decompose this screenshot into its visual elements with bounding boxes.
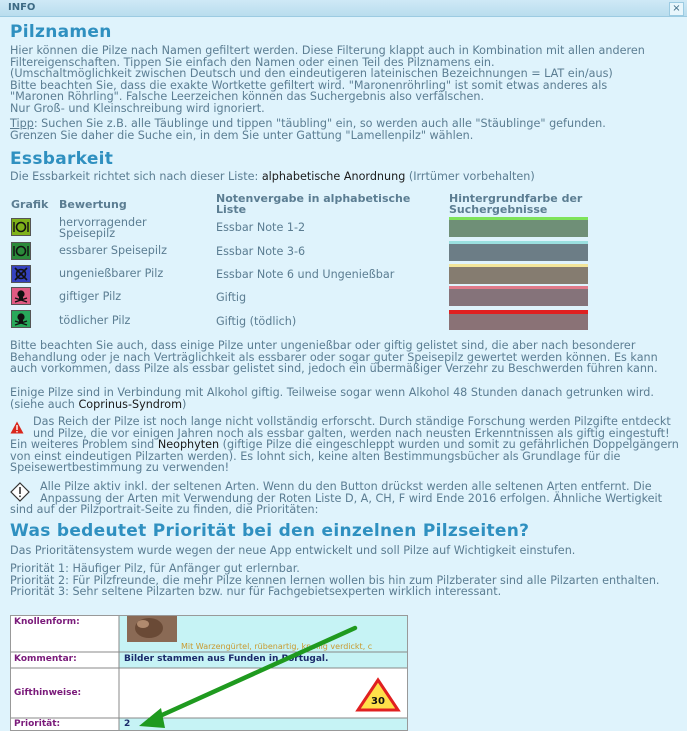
col-hintergrundfarbe: Hintergrundfarbe der Suchergebnisse bbox=[449, 192, 583, 216]
hervorragend-icon bbox=[11, 218, 31, 236]
row-label: essbarer Speisepilz bbox=[59, 244, 167, 257]
pilznamen-line: Nur Groß- und Kleinschreibung wird ignoriert. bbox=[10, 101, 265, 115]
swatch-toedlich bbox=[449, 310, 588, 330]
info-line: sind auf der Pilzportrait-Seite zu finden, die Prioritäten: bbox=[10, 503, 319, 517]
info-line: Alle Pilze aktiv inkl. der seltenen Arten. Wenn du den Button drückst werden alle seltenen Arten entfernt. Die bbox=[40, 480, 652, 493]
warning-line: und Pilze, die vor einigen Jahren noch als essbar galten, werden nach neusten Erkenntnissen als giftig eingestuft! bbox=[33, 426, 670, 440]
pilznamen-line: (Umschaltmöglichkeit zwischen Deutsch und den eindeutigeren lateinischen Bezeichnungen = LAT ein/aus) bbox=[10, 67, 613, 81]
giftpilz-badge-number: 30 bbox=[371, 696, 385, 707]
row-label: hervorragender Speisepilz bbox=[59, 216, 147, 240]
neophyten-link[interactable]: Neophyten bbox=[157, 438, 220, 452]
knollenform-value: Mit Warzengürtel, rübenartig, knollig verdickt, c bbox=[181, 642, 373, 651]
prioritaet-heading: Was bedeutet Priorität bei den einzelnen Pilzseiten? bbox=[10, 521, 530, 541]
col-grafik: Grafik bbox=[11, 198, 49, 211]
note-line: Behandlung oder je nach Verträglichkeit als essbarer oder sogar guter Speisepilz gewertet werden können. Es kann bbox=[10, 350, 658, 364]
col-notenvergabe: Notenvergabe in alphabetische Liste bbox=[216, 192, 411, 216]
tipp-line: : Suchen Sie z.B. alle Täublinge und tippen "täubling" ein, so werden auch alle "Stäublinge" gefunden. bbox=[33, 117, 606, 130]
neo-line: von einst eindeutigen Pilzarten werden). Es lohnt sich, keine alten Bestimmungsbücher als Grundlage für die bbox=[10, 449, 621, 463]
essbar-icon bbox=[11, 242, 31, 260]
note-line: auch vorkommen, dass Pilze als essbar gelistet sind, jedoch ein übermäßiger Verzehr zu Beschwerden führen kann. bbox=[10, 362, 658, 376]
neo-line: Speisewertbestimmung zu verwenden! bbox=[10, 461, 230, 475]
swatch-hervorragend bbox=[449, 217, 588, 237]
row-label: giftiger Pilz bbox=[59, 290, 122, 303]
warning-line: Das Reich der Pilze ist noch lange nicht vollständig erforscht. Durch ständige Forschung werden Pilzgifte entdeckt bbox=[33, 415, 671, 428]
row-label: ungenießbarer Pilz bbox=[59, 267, 164, 280]
alkohol-line: Einige Pilze sind in Verbindung mit Alkohol giftig. Teilweise sogar wenn Alkohol 48 Stunden danach getrunken wird. bbox=[10, 386, 654, 399]
essbarkeit-heading: Essbarkeit bbox=[10, 149, 114, 169]
row-note: Essbar Note 6 und Ungenießbar bbox=[216, 268, 395, 281]
row-note: Giftig bbox=[216, 291, 247, 304]
row-note: Essbar Note 3-6 bbox=[216, 245, 306, 258]
close-button[interactable]: × bbox=[669, 2, 684, 16]
pointer-arrow bbox=[11, 616, 408, 731]
pilznamen-heading: Pilznamen bbox=[10, 22, 112, 42]
essbarkeit-row bbox=[10, 264, 600, 284]
essbarkeit-row bbox=[10, 286, 600, 306]
gifthinweise-label: Gifthinweise: bbox=[14, 688, 82, 698]
prioritaet-value: 2 bbox=[124, 719, 131, 729]
row-note: Giftig (tödlich) bbox=[216, 315, 297, 328]
col-bewertung: Bewertung bbox=[59, 198, 127, 211]
swatch-giftig bbox=[449, 286, 588, 306]
kommentar-label: Kommentar: bbox=[14, 654, 77, 664]
neo-suffix: (giftige Pilze die eingeschleppt wurden und somit zu gefährlichen Doppelgängern bbox=[219, 438, 679, 452]
alkohol-note bbox=[10, 387, 654, 410]
prioritaet-intro: Das Prioritätensystem wurde wegen der neue App entwickelt und soll Pilze auf Wichtigkeit einstufen. bbox=[10, 544, 576, 557]
intro-suffix: (Irrtümer vorbehalten) bbox=[405, 170, 535, 183]
warning-text bbox=[10, 416, 679, 474]
info-titlebar bbox=[0, 0, 687, 17]
prioritaet-item: Priorität 3: Sehr seltene Pilzarten bzw. nur für Fachgebietsexperten wirklich interessant. bbox=[10, 585, 502, 599]
example-screenshot bbox=[10, 615, 408, 731]
window-title: INFO bbox=[8, 2, 36, 13]
note-line: Bitte beachten Sie auch, dass einige Pilze unter ungenießbar oder giftig gelistet sind, die aber nach besonderer bbox=[10, 339, 636, 352]
pilznamen-line: Filtereigenschaften. Tippen Sie einfach den Namen oder einen Teil des Pilznamens ein. bbox=[10, 55, 495, 69]
pilznamen-line: Hier können die Pilze nach Namen gefiltert werden. Diese Filterung klappt auch in Kombination mit allen anderen bbox=[10, 44, 645, 57]
ungeniessbar-icon bbox=[11, 265, 31, 283]
toedlich-icon bbox=[11, 310, 31, 328]
coprinus-syndrom-link[interactable]: Coprinus-Syndrom bbox=[78, 397, 182, 411]
essbarkeit-row bbox=[10, 310, 600, 330]
tipp-label: Tipp bbox=[10, 117, 34, 130]
alphabetische-anordnung-link[interactable]: alphabetische Anordnung bbox=[261, 170, 406, 183]
giftig-icon bbox=[11, 287, 31, 305]
prioritaet-item: Priorität 2: Für Pilzfreunde, die mehr Pilze kennen lernen wollen bis hin zum Pilzberater sind alle Pilzarten enthalten. bbox=[10, 573, 660, 587]
swatch-ungeniessbar bbox=[449, 264, 588, 284]
swatch-essbar bbox=[449, 241, 588, 261]
info-line: Anpassung der Arten mit Verwendung der Roten Liste D, A, CH, F wird Ende 2016 erfolgen. Ähnliche Wertigkeit bbox=[40, 491, 663, 505]
prioritaet-label: Priorität: bbox=[14, 719, 61, 729]
pilznamen-text bbox=[10, 45, 645, 115]
pilznamen-line: "Maronen Röhrling". Falsche Leerzeichen können das Suchergebnis also verfälschen. bbox=[10, 90, 485, 104]
essbarkeit-intro bbox=[10, 170, 535, 183]
intro-prefix: Die Essbarkeit richtet sich nach dieser Liste: bbox=[10, 170, 262, 183]
row-note: Essbar Note 1-2 bbox=[216, 221, 306, 234]
pilznamen-line: Bitte beachten Sie, dass die exakte Wortkette gefiltert wird. "Maronenröhrling" ist somit etwas anderes als bbox=[10, 78, 608, 92]
knollenform-label: Knollenform: bbox=[14, 617, 80, 627]
essbarkeit-row bbox=[10, 241, 600, 261]
seltene-arten-text bbox=[10, 481, 662, 516]
prioritaet-list bbox=[10, 563, 659, 598]
prioritaet-item: Priorität 1: Häufiger Pilz, für Anfänger gut erlernbar. bbox=[10, 562, 300, 575]
neo-prefix: Ein weiteres Problem sind bbox=[10, 438, 158, 452]
essbarkeit-row bbox=[10, 216, 600, 240]
siehe-prefix: (siehe auch bbox=[10, 397, 79, 411]
essbarkeit-note bbox=[10, 340, 658, 375]
tipp-line: Grenzen Sie daher die Suche ein, in dem Sie unter Gattung "Lamellenpilz" wählen. bbox=[10, 128, 474, 142]
kommentar-value: Bilder stammen aus Funden in Portugal. bbox=[124, 654, 329, 664]
siehe-suffix: ) bbox=[182, 397, 187, 411]
tipp-text bbox=[10, 118, 606, 141]
row-label: tödlicher Pilz bbox=[59, 314, 131, 327]
